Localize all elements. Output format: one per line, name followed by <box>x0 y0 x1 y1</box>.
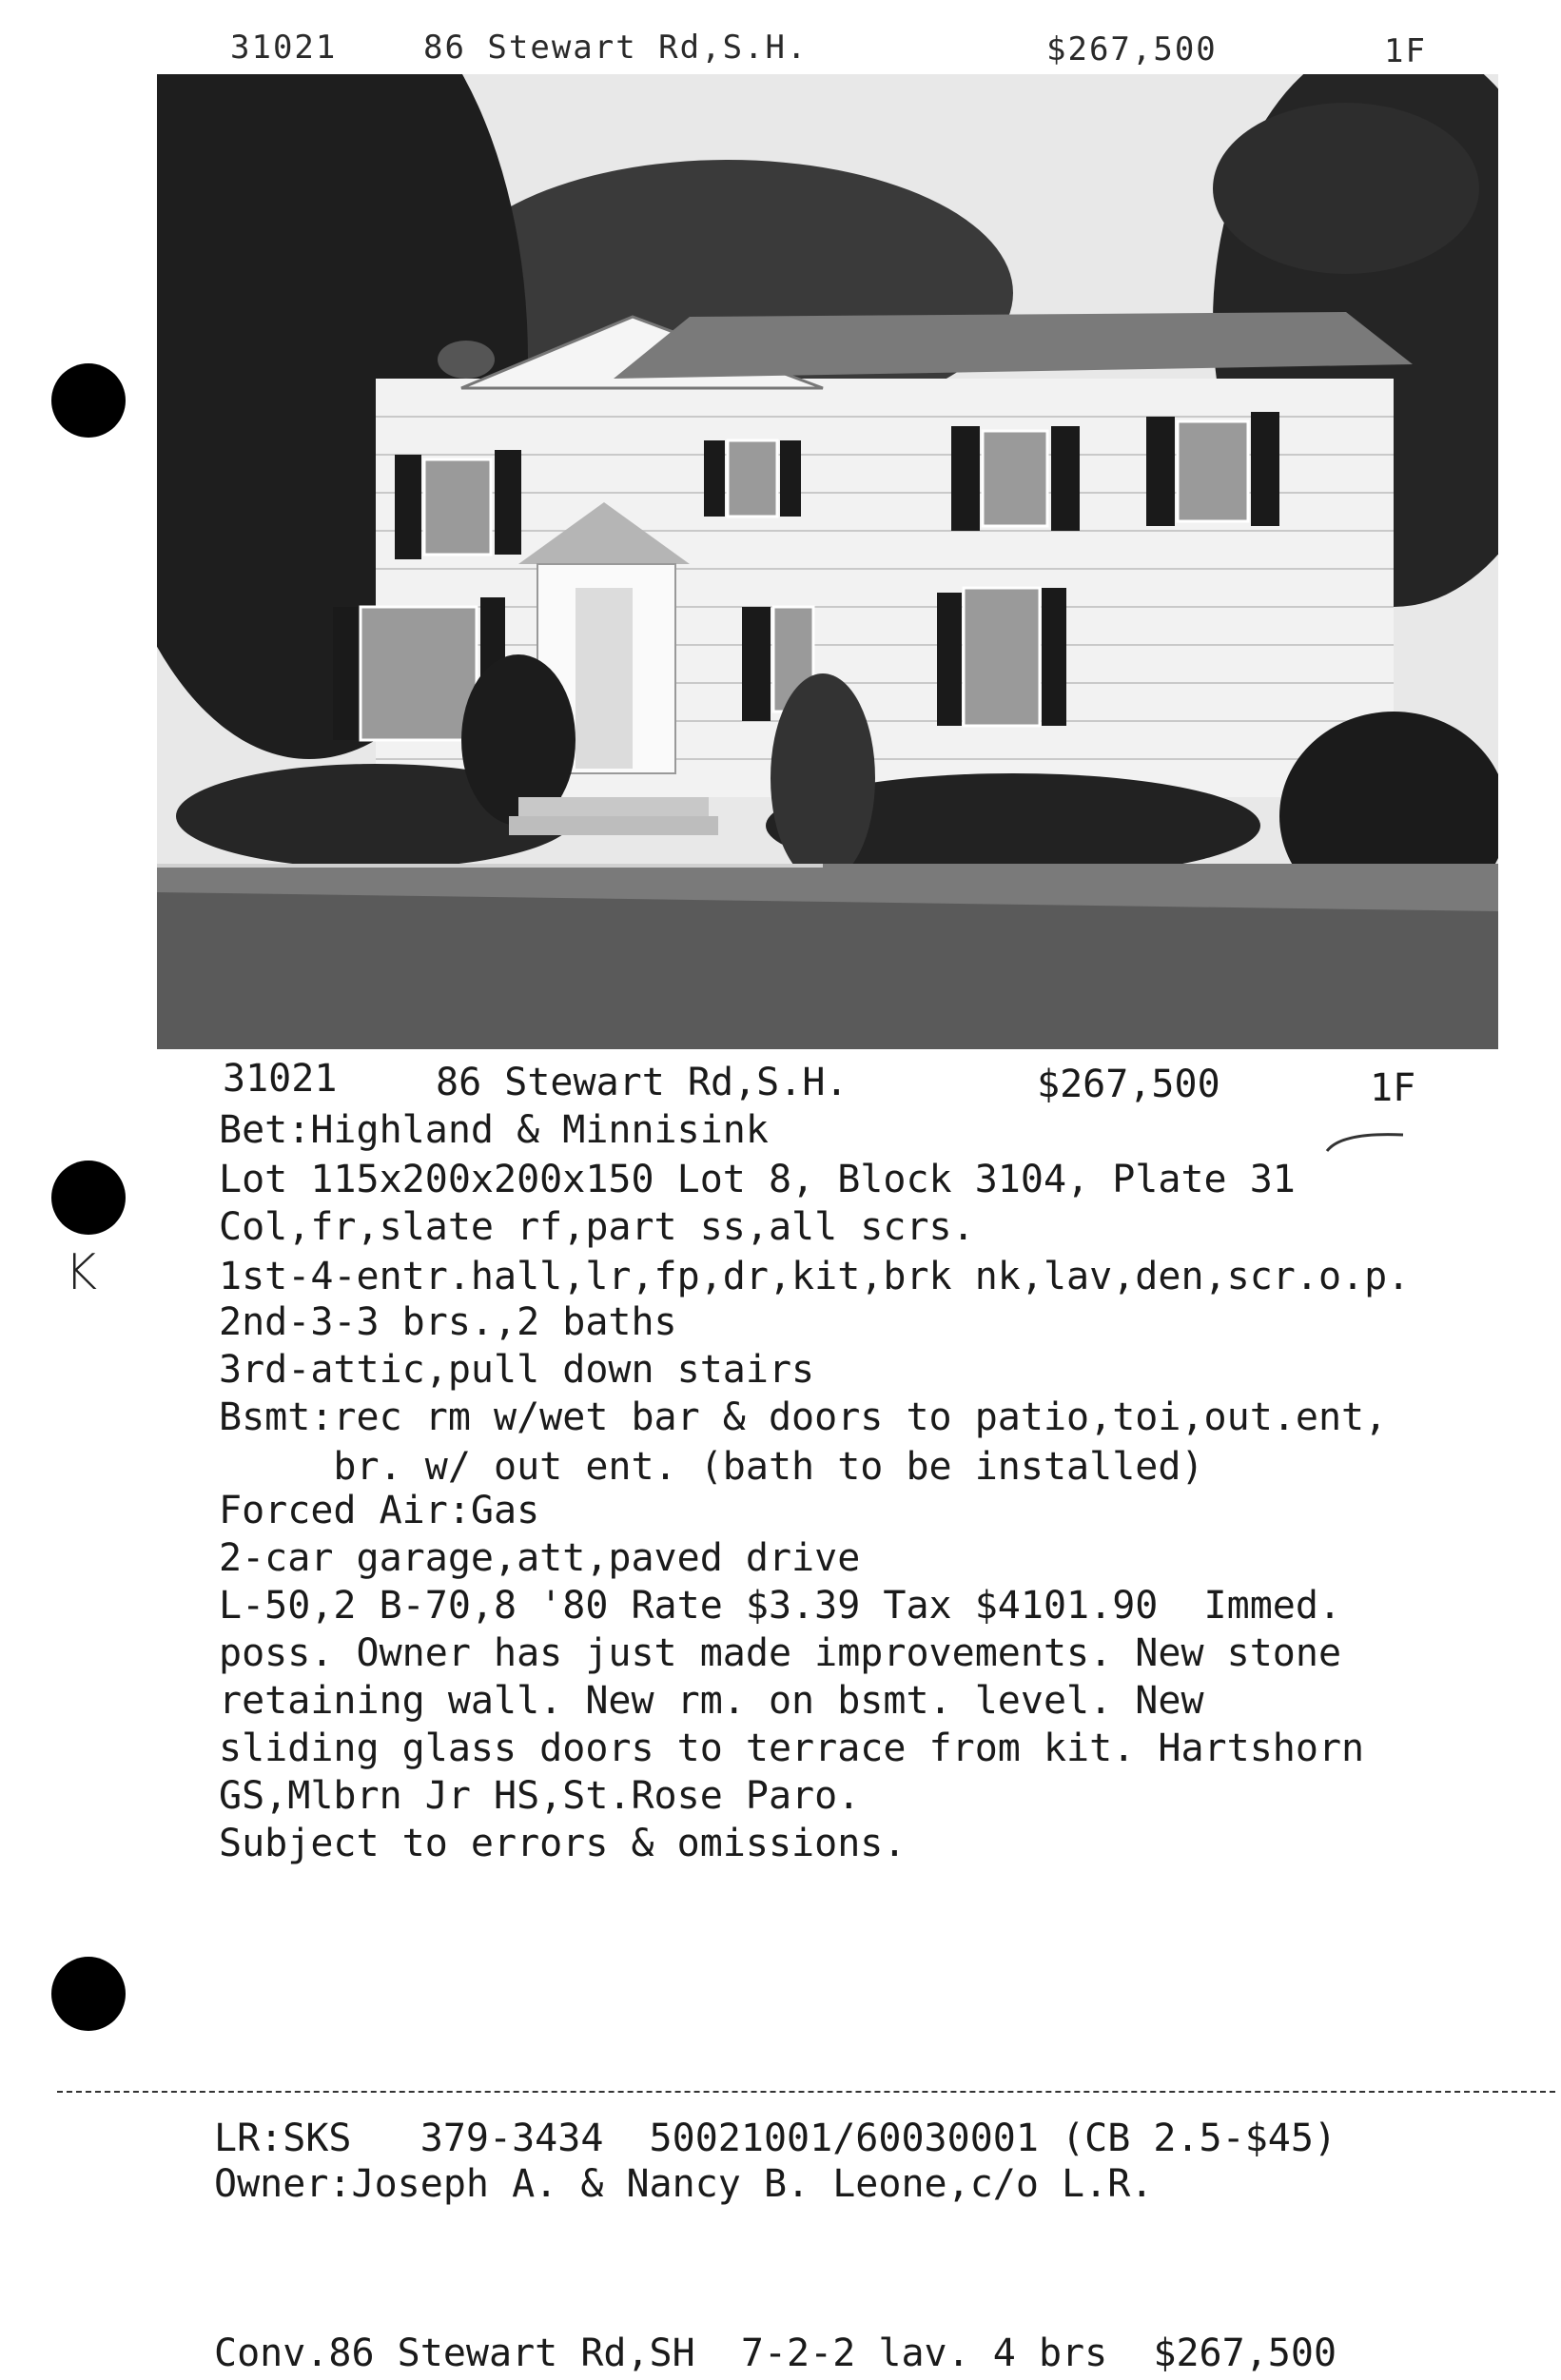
footer-divider <box>57 2091 1555 2093</box>
listing-line: sliding glass doors to terrace from kit. Hartshorn <box>219 1726 1365 1770</box>
house-photo <box>157 74 1498 1049</box>
margin-mark: K <box>65 1244 98 1301</box>
summary-line: Conv.86 Stewart Rd,SH 7-2-2 lav. 4 brs $267,500 <box>214 2331 1337 2375</box>
listing-number: 31021 <box>223 1057 338 1101</box>
owner-line: Owner:Joseph A. & Nancy B. Leone,c/o L.R. <box>214 2162 1154 2206</box>
handwritten-stroke <box>1322 1127 1408 1156</box>
listing-line: Col,fr,slate rf,part ss,all scrs. <box>219 1205 975 1249</box>
listing-line: Bet:Highland & Minnisink <box>219 1108 769 1152</box>
header-price: $267,500 <box>1046 30 1218 68</box>
listing-line: L-50,2 B-70,8 '80 Rate $3.39 Tax $4101.90 Immed. <box>219 1584 1342 1628</box>
listing-line: Bsmt:rec rm w/wet bar & doors to patio,toi,out.ent, <box>219 1395 1388 1439</box>
listing-line: br. w/ out ent. (bath to be installed) <box>219 1445 1204 1489</box>
header-code: 1F <box>1384 32 1427 70</box>
listing-line: poss. Owner has just made improvements. New stone <box>219 1631 1342 1675</box>
header-listing-no: 31021 <box>230 29 338 67</box>
listing-line: GS,Mlbrn Jr HS,St.Rose Paro. <box>219 1774 861 1818</box>
listing-line: Forced Air:Gas <box>219 1489 540 1532</box>
agent-line: LR:SKS 379-3434 50021001/60030001 (CB 2.5-$45) <box>214 2117 1337 2160</box>
listing-line: Subject to errors & omissions. <box>219 1822 907 1865</box>
listing-code: 1F <box>1370 1066 1416 1110</box>
listing-line: 2nd-3-3 brs.,2 baths <box>219 1300 677 1344</box>
listing-price: $267,500 <box>1037 1063 1220 1106</box>
listing-line: 3rd-attic,pull down stairs <box>219 1348 815 1392</box>
listing-line: 1st-4-entr.hall,lr,fp,dr,kit,brk nk,lav,den,scr.o.p. <box>219 1255 1411 1298</box>
listing-line: retaining wall. New rm. on bsmt. level. New <box>219 1679 1204 1723</box>
punch-hole-bottom <box>51 1957 126 2031</box>
listing-line: Lot 115x200x200x150 Lot 8, Block 3104, Plate 31 <box>219 1158 1296 1201</box>
punch-hole-middle <box>51 1161 126 1235</box>
header-address: 86 Stewart Rd,S.H. <box>423 29 809 67</box>
punch-hole-top <box>51 363 126 438</box>
listing-line: 2-car garage,att,paved drive <box>219 1536 861 1580</box>
listing-address: 86 Stewart Rd,S.H. <box>436 1061 849 1104</box>
